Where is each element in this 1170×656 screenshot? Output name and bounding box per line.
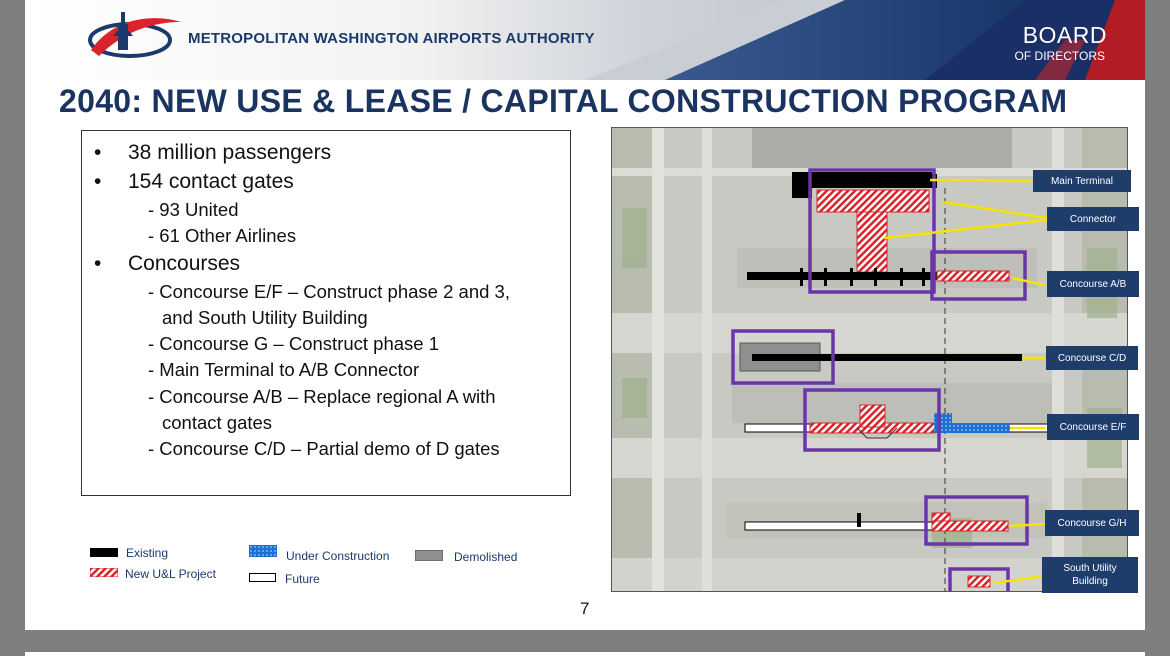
sub-bullet: contact gates bbox=[162, 412, 273, 433]
sub-bullet: - Main Terminal to A/B Connector bbox=[148, 359, 420, 380]
bullet-list-box bbox=[81, 130, 571, 496]
capitol-dome-logo-icon bbox=[85, 6, 185, 66]
next-slide-edge bbox=[25, 652, 1145, 656]
bullet-dot-icon: • bbox=[94, 141, 102, 164]
bullet-dot-icon: • bbox=[94, 170, 102, 193]
sub-bullet: - Concourse C/D – Partial demo of D gates bbox=[148, 438, 500, 459]
callout-concourse-ef: Concourse E/F bbox=[1047, 414, 1139, 440]
legend-new-ul-label: New U&L Project bbox=[125, 567, 216, 581]
sub-bullet: - Concourse G – Construct phase 1 bbox=[148, 333, 440, 354]
legend-future-label: Future bbox=[285, 572, 320, 586]
callout-concourse-ab: Concourse A/B bbox=[1047, 271, 1139, 297]
board-label: BOARD bbox=[1022, 22, 1107, 48]
slide bbox=[25, 0, 1145, 630]
legend-under-construction-label: Under Construction bbox=[286, 549, 390, 563]
bullet-text: 154 contact gates bbox=[128, 170, 294, 193]
sub-bullet: - 61 Other Airlines bbox=[148, 225, 297, 246]
board-sublabel: OF DIRECTORS bbox=[1014, 49, 1105, 63]
legend-future-swatch bbox=[249, 573, 277, 582]
bullet-passengers bbox=[94, 141, 332, 165]
page-title: 2040: NEW USE & LEASE / CAPITAL CONSTRUCTION PROGRAM bbox=[59, 83, 1068, 119]
callout-main-terminal: Main Terminal bbox=[1033, 170, 1131, 192]
bullet-concourses bbox=[94, 252, 241, 276]
sub-bullet: - Concourse A/B – Replace regional A with bbox=[148, 386, 496, 407]
sub-bullet: and South Utility Building bbox=[162, 307, 368, 328]
sub-bullet: - 93 United bbox=[148, 199, 239, 220]
legend-existing-swatch bbox=[90, 548, 118, 557]
legend-under-construction-swatch bbox=[249, 545, 277, 557]
legend-existing-label: Existing bbox=[126, 546, 169, 560]
legend-new-ul-swatch bbox=[90, 568, 118, 577]
org-name: METROPOLITAN WASHINGTON AIRPORTS AUTHORITY bbox=[188, 30, 595, 47]
legend-demolished-label: Demolished bbox=[454, 550, 518, 564]
callout-concourse-cd: Concourse C/D bbox=[1046, 346, 1138, 370]
bullet-text: Concourses bbox=[128, 252, 241, 275]
legend-demolished-swatch bbox=[415, 550, 443, 561]
callout-south-utility bbox=[1042, 557, 1138, 593]
callout-connector: Connector bbox=[1047, 207, 1139, 231]
callout-south-utility-line2: Building bbox=[1072, 576, 1108, 587]
page-number: 7 bbox=[580, 599, 590, 618]
sub-bullet: - Concourse E/F – Construct phase 2 and 3, bbox=[148, 281, 510, 302]
callout-south-utility-line1: South Utility bbox=[1063, 563, 1117, 574]
bullet-text: 38 million passengers bbox=[128, 141, 332, 164]
bullet-dot-icon: • bbox=[94, 252, 102, 275]
callout-concourse-gh: Concourse G/H bbox=[1045, 510, 1139, 536]
bullet-gates bbox=[94, 170, 294, 194]
